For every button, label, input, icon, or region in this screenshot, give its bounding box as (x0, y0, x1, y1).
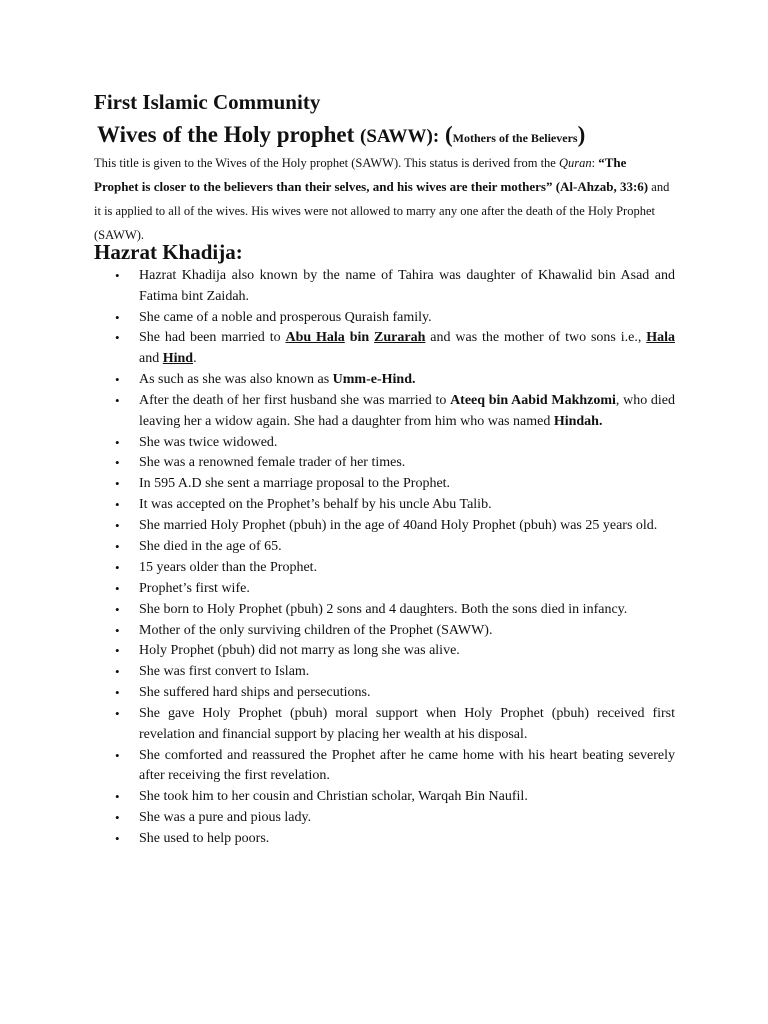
list-item: • She took him to her cousin and Christian scholar, Warqah Bin Naufil. (139, 787, 675, 808)
list-item (139, 391, 675, 432)
list-item-text: and (139, 351, 163, 367)
list-item: • She was twice widowed. (139, 433, 675, 454)
list-item: • She was first convert to Islam. (139, 662, 675, 683)
list-item: • She married Holy Prophet (pbuh) in the age of 40and Holy Prophet (pbuh) was 25 years old. (139, 516, 675, 537)
list-item: • She came of a noble and prosperous Quraish family. (139, 308, 675, 329)
list-item: • It was accepted on the Prophet’s behalf by his uncle Abu Talib. (139, 495, 675, 516)
section-heading-saww: (SAWW): (360, 126, 440, 147)
name-ateeq: Ateeq bin Aabid Makhzomi (450, 392, 616, 408)
list-item: • She gave Holy Prophet (pbuh) moral support when Holy Prophet (pbuh) received first revelation and financial support by placing her wealth at his disposal. (139, 704, 675, 745)
intro-text-1: This title is given to the Wives of the Holy prophet (SAWW). This status is derived from the (94, 156, 559, 170)
list-item: • She was a pure and pious lady. (139, 808, 675, 829)
list-item: • Hazrat Khadija also known by the name of Tahira was daughter of Khawalid bin Asad and Fatima bint Zaidah. (139, 266, 675, 307)
list-item-text: , who died leaving her a widow again. She had a daughter from him who was named (139, 392, 675, 429)
list-item: • She born to Holy Prophet (pbuh) 2 sons and 4 daughters. Both the sons died in infancy. (139, 600, 675, 621)
intro-colon: : (591, 156, 596, 170)
intro-text-2: and it is applied to all of the wives. His wives were not allowed to marry any one after the death of the Holy Prophet (SAWW). (94, 180, 670, 242)
section-heading-note: Mothers of the Believers (452, 131, 578, 145)
list-item: • In 595 A.D she sent a marriage proposal to the Prophet. (139, 474, 675, 495)
paren-open: ( (444, 122, 453, 147)
list-item-text: After the death of her first husband she was married to (139, 392, 451, 408)
name-abu-hala: Abu Hala (285, 330, 345, 346)
list-item: • She suffered hard ships and persecutions. (139, 683, 675, 704)
list-item: • She comforted and reassured the Prophet after he came home with his heart beating severely after receiving the first revelation. (139, 746, 675, 787)
list-item-text: As such as she was also known as (139, 372, 333, 388)
name-hind: Hind (162, 351, 194, 367)
list-item: • 15 years older than the Prophet. (139, 558, 675, 579)
paren-close: ) (577, 122, 586, 147)
section-heading (97, 120, 585, 153)
list-item-text: . (193, 351, 197, 367)
list-item: • Prophet’s first wife. (139, 579, 675, 600)
section-heading-main: Wives of the Holy prophet (97, 122, 355, 147)
subsection-title: Hazrat Khadija: (94, 240, 243, 264)
intro-quran: Quran (558, 156, 592, 170)
list-item: • She died in the age of 65. (139, 537, 675, 558)
list-item: • Holy Prophet (pbuh) did not marry as long she was alive. (139, 641, 675, 662)
name-umm-e-hind: Umm-e-Hind. (332, 372, 416, 388)
list-item: • She used to help poors. (139, 829, 675, 850)
list-item-text: bin (344, 330, 375, 346)
list-item (139, 370, 675, 391)
list-item: • Mother of the only surviving children of the Prophet (SAWW). (139, 621, 675, 642)
intro-quote: “The Prophet is closer to the believers than their selves, and his wives are their mothers” (Al-Ahzab, 33:6) (94, 155, 649, 194)
list-item-text: and was the mother of two sons i.e., (425, 330, 647, 346)
list-item-text: She had been married to (139, 330, 286, 346)
list-item: • She was a renowned female trader of her times. (139, 453, 675, 474)
name-hala: Hala (646, 330, 675, 346)
page-title: First Islamic Community (94, 90, 321, 114)
list-item (139, 328, 675, 369)
name-hindah: Hindah. (553, 413, 603, 429)
name-zurarah: Zurarah (374, 330, 426, 346)
intro-paragraph (94, 151, 674, 247)
fact-list (0, 266, 768, 850)
